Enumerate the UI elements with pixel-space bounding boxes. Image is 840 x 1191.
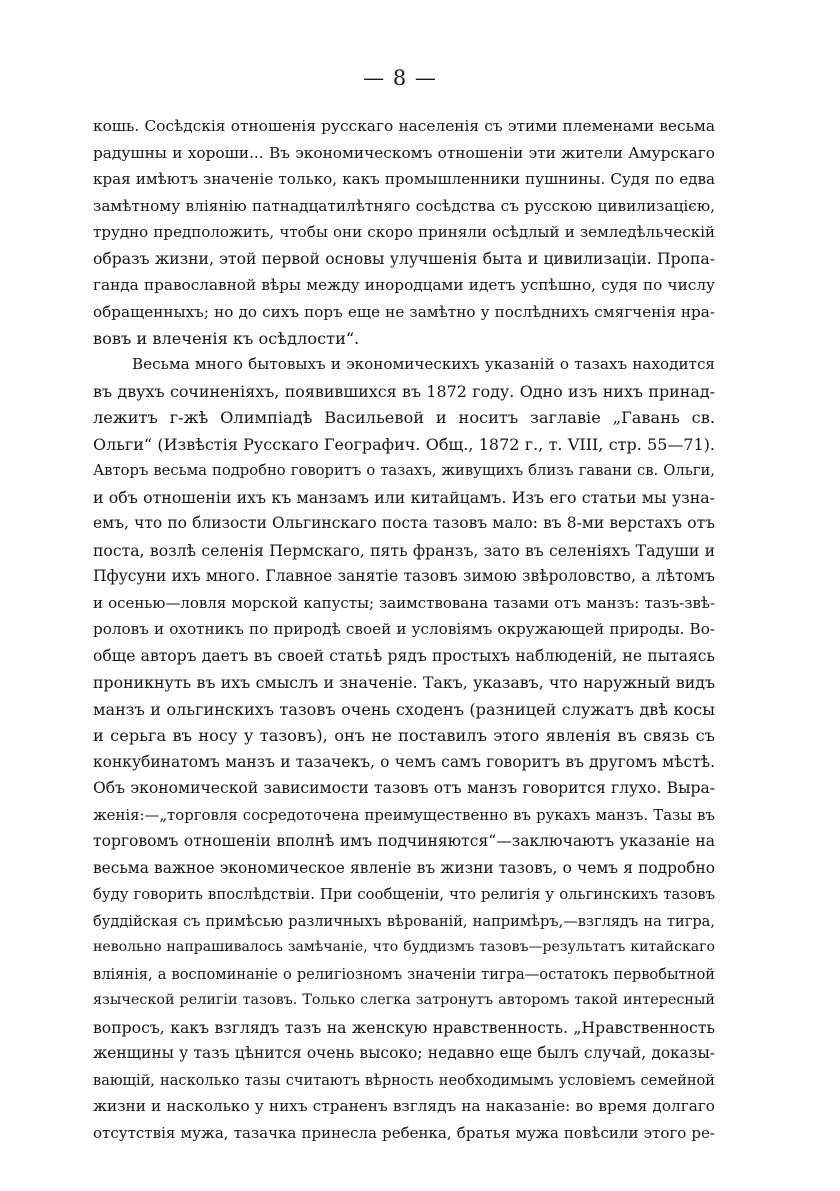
text-line: весьма важное экономическое явленіе въ жизни тазовъ, о чемъ я подробно [93, 859, 715, 877]
text-line: буду говорить впослѣдствіи. При сообщеніи, что религія у ольгинскихъ тазовъ [93, 886, 715, 903]
text-line: ганда православной вѣры между инородцами идетъ успѣшно, судя по числу [93, 276, 715, 294]
text-line: манзъ и ольгинскихъ тазовъ очень сходенъ (разницей служатъ двѣ косы [93, 700, 715, 719]
text-line: женщины у тазъ цѣнится очень высоко; недавно еще былъ случай, доказы- [93, 1044, 715, 1062]
text-line: обще авторъ даетъ въ своей статьѣ рядъ простыхъ наблюденій, не пытаясь [93, 647, 715, 665]
text-line: кошь. Сосѣдскія отношенія русскаго населенія съ этими племенами весьма [93, 117, 715, 135]
text-line: проникнуть въ ихъ смыслъ и значеніе. Такъ, указавъ, что наружный видъ [93, 673, 715, 692]
text-line: Объ экономической зависимости тазовъ отъ манзъ говорится глухо. Выра- [93, 779, 715, 797]
text-line: вопросъ, какъ взглядъ тазъ на женскую нравственность. „Нравственность [93, 1018, 715, 1037]
text-line: трудно предположить, чтобы они скоро приняли осѣдлый и земледѣльческій [93, 223, 715, 241]
text-line: образъ жизни, этой первой основы улучшенія быта и цивилизаціи. Пропа- [93, 250, 715, 268]
text-line: буддійская съ примѣсью различныхъ вѣрованій, напримѣръ,—взглядъ на тигра, [93, 913, 715, 930]
text-line: и серьга въ носу у тазовъ), онъ не поставилъ этого явленія въ связь съ [93, 726, 715, 745]
text-line: вающій, насколько тазы считаютъ вѣрность необходимымъ условіемъ семейной [93, 1072, 715, 1089]
text-line: невольно напрашивалось замѣчаніе, что буддизмъ тазовъ—результатъ китайскаго [93, 939, 715, 955]
text-line: поста, возлѣ селенія Пермскаго, пять франзъ, зато въ селеніяхъ Тадуши и [93, 541, 715, 560]
text-line: радушны и хороши... Въ экономическомъ отношеніи эти жители Амурскаго [93, 144, 715, 162]
text-line: конкубинатомъ манзъ и тазачекъ, о чемъ самъ говоритъ въ другомъ мѣстѣ. [93, 753, 715, 771]
text-line: края имѣютъ значеніе только, какъ промышленники пушнины. Судя по едва [93, 170, 715, 188]
text-line: роловъ и охотникъ по природѣ своей и условіямъ окружающей природы. Во- [93, 620, 715, 638]
text-line: и осенью—ловля морской капусты; заимствована тазами отъ манзъ: тазъ-звѣ- [93, 594, 715, 612]
text-line: Авторъ весьма подробно говоритъ о тазахъ, живущихъ близъ гавани св. Ольги, [93, 462, 715, 479]
text-line: торговомъ отношеніи вполнѣ имъ подчиняются“—заключаютъ указаніе на [93, 832, 715, 850]
text-line: женія:—„торговля сосредоточена преимущественно въ рукахъ манзъ. Тазы въ [93, 806, 715, 824]
text-line: жизни и насколько у нихъ страненъ взглядъ на наказаніе: во время долгаго [93, 1097, 715, 1115]
text-line: емъ, что по близости Ольгинскаго поста тазовъ мало: въ 8-ми верстахъ отъ [93, 514, 715, 532]
text-line: замѣтному вліянію патнадцатилѣтняго сосѣдства съ русскою цивилизацією, [93, 197, 715, 215]
text-line: лежитъ г-жѣ Олимпіадѣ Васильевой и носитъ заглавіе „Гавань св. [93, 408, 715, 427]
paragraph-end-line: вовъ и влеченія къ осѣдлости“. [93, 329, 360, 348]
text-line: въ двухъ сочиненіяхъ, появившихся въ 1872 году. Одно изъ нихъ принад- [93, 382, 715, 401]
text-line: отсутствія мужа, тазачка принесла ребенка, братья мужа повѣсили этого ре- [93, 1124, 715, 1142]
page-number: — 8 — [363, 66, 437, 90]
text-line: и объ отношеніи ихъ къ манзамъ или китайцамъ. Изъ его статьи мы узна- [93, 488, 715, 507]
paragraph-start-line: Весьма много бытовыхъ и экономическихъ указаній о тазахъ находится [132, 355, 715, 373]
text-line: вліянія, а воспоминаніе о религіозномъ значеніи тигра—остатокъ первобытной [93, 966, 715, 983]
text-line: обращенныхъ; но до сихъ поръ еще не замѣтно у послѣднихъ смягченія нра- [93, 303, 715, 321]
text-line: Ольги“ (Извѣстія Русскаго Географич. Общ., 1872 г., т. VIII, стр. 55—71). [93, 435, 715, 454]
text-line: Пфусуни ихъ много. Главное занятіе тазовъ зимою звѣроловство, а лѣтомъ [93, 567, 715, 585]
text-line: языческой религіи тазовъ. Только слегка затронутъ авторомъ такой интересный [93, 992, 715, 1008]
